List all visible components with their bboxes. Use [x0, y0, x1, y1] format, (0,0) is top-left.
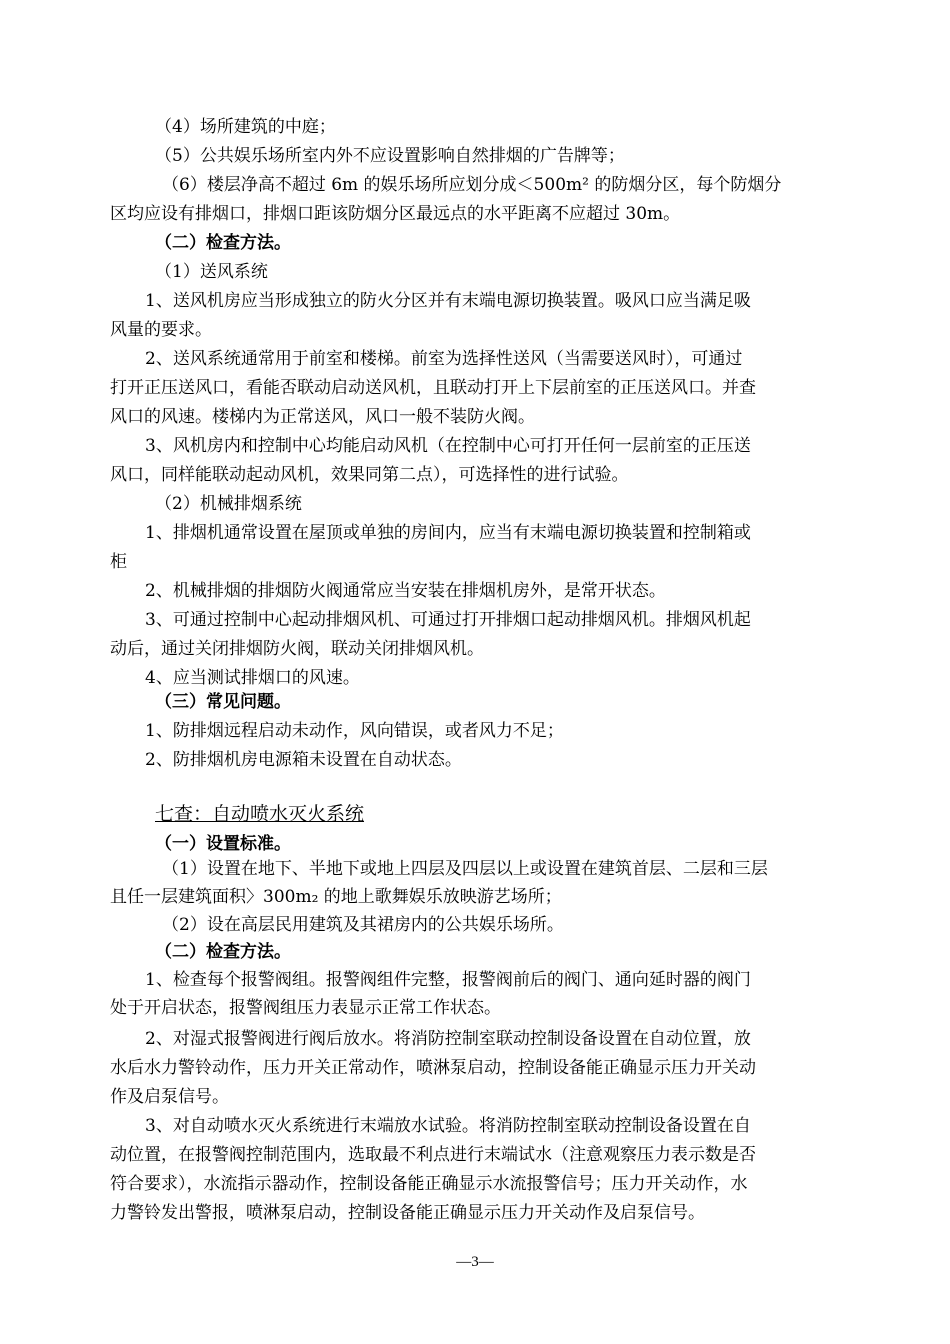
list-item: （6）楼层净高不超过 6m 的娱乐场所应划分成＜500m² 的防烟分区，每个防烟分 [162, 175, 782, 195]
paragraph-line: 2、机械排烟的排烟防火阀通常应当安装在排烟机房外，是常开状态。 [145, 581, 666, 601]
paragraph-line: 3、对自动喷水灭火系统进行末端放水试验。将消防控制室联动控制设备设置在自 [145, 1116, 751, 1136]
paragraph-line: 风口，同样能联动起动风机，效果同第二点），可选择性的进行试验。 [110, 465, 629, 485]
paragraph-line: 且任一层建筑面积〉300m₂ 的地上歌舞娱乐放映游艺场所； [110, 887, 562, 907]
paragraph-line: 2、防排烟机房电源箱未设置在自动状态。 [145, 750, 462, 770]
paragraph-line: 动后，通过关闭排烟防火阀，联动关闭排烟风机。 [110, 639, 484, 659]
chapter-title: 七查：自动喷水灭火系统 [155, 803, 365, 825]
paragraph-line: 1、送风机房应当形成独立的防火分区并有末端电源切换装置。吸风口应当满足吸 [145, 291, 751, 311]
paragraph-line: 处于开启状态，报警阀组压力表显示正常工作状态。 [110, 998, 501, 1018]
subsection-heading: （1）送风系统 [155, 262, 268, 282]
paragraph-line: 风量的要求。 [110, 320, 212, 340]
list-item: （5）公共娱乐场所室内外不应设置影响自然排烟的广告牌等； [155, 146, 625, 166]
paragraph-line: 风口的风速。楼梯内为正常送风，风口一般不装防火阀。 [110, 407, 535, 427]
paragraph-line: （1）设置在地下、半地下或地上四层及四层以上或设置在建筑首层、二层和三层 [162, 859, 768, 879]
paragraph-line: 4、应当测试排烟口的风速。 [145, 668, 360, 688]
paragraph-line: 1、检查每个报警阀组。报警阀组件完整，报警阀前后的阀门、通向延时器的阀门 [145, 970, 751, 990]
subsection-heading: （2）机械排烟系统 [155, 494, 302, 514]
paragraph-line: 2、对湿式报警阀进行阀后放水。将消防控制室联动控制设备设置在自动位置，放 [145, 1029, 751, 1049]
section-heading: （三）常见问题。 [155, 692, 291, 712]
paragraph-line: 力警铃发出警报，喷淋泵启动，控制设备能正确显示压力开关动作及启泵信号。 [110, 1203, 705, 1223]
paragraph-line: 1、排烟机通常设置在屋顶或单独的房间内，应当有末端电源切换装置和控制箱或 [145, 523, 751, 543]
list-item: （4）场所建筑的中庭； [155, 117, 336, 137]
paragraph-line: 柜 [110, 552, 127, 572]
paragraph-line: （2）设在高层民用建筑及其裙房内的公共娱乐场所。 [162, 915, 564, 935]
section-heading: （一）设置标准。 [155, 834, 291, 854]
paragraph-line: 打开正压送风口，看能否联动启动送风机，且联动打开上下层前室的正压送风口。并查 [110, 378, 756, 398]
paragraph-line: 作及启泵信号。 [110, 1087, 229, 1107]
page-number: —3— [456, 1254, 494, 1270]
section-heading: （二）检查方法。 [155, 942, 291, 962]
paragraph-line: 区均应设有排烟口，排烟口距该防烟分区最远点的水平距离不应超过 30m。 [110, 204, 681, 224]
paragraph-line: 2、送风系统通常用于前室和楼梯。前室为选择性送风（当需要送风时），可通过 [145, 349, 743, 369]
paragraph-line: 动位置，在报警阀控制范围内，选取最不利点进行末端试水（注意观察压力表示数是否 [110, 1145, 756, 1165]
paragraph-line: 符合要求），水流指示器动作，控制设备能正确显示水流报警信号；压力开关动作，水 [110, 1174, 748, 1194]
paragraph-line: 水后水力警铃动作，压力开关正常动作，喷淋泵启动，控制设备能正确显示压力开关动 [110, 1058, 756, 1078]
paragraph-line: 3、可通过控制中心起动排烟风机、可通过打开排烟口起动排烟风机。排烟风机起 [145, 610, 751, 630]
paragraph-line: 3、风机房内和控制中心均能启动风机（在控制中心可打开任何一层前室的正压送 [145, 436, 751, 456]
section-heading: （二）检查方法。 [155, 233, 291, 253]
paragraph-line: 1、防排烟远程启动未动作，风向错误，或者风力不足； [145, 721, 564, 741]
